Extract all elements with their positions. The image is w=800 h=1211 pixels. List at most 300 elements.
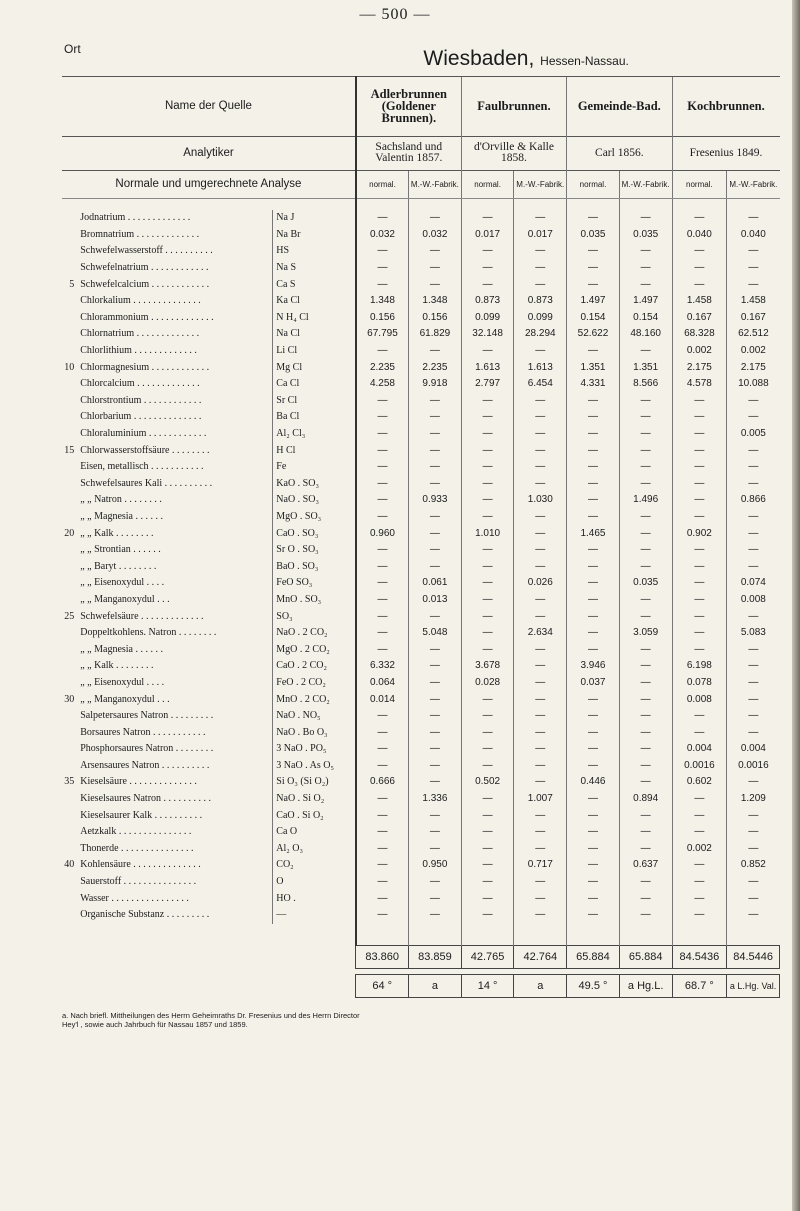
value-cell: — — [409, 409, 462, 426]
value-cell: — — [461, 276, 514, 293]
substance-name: Sauerstoff . . . . . . . . . . . . . . . — [80, 876, 197, 888]
table-row — [62, 509, 780, 526]
substance-name: Chlormagnesium . . . . . . . . . . . . — [80, 361, 210, 373]
value-cell: 0.026 — [514, 575, 567, 592]
value-cell: — — [727, 890, 780, 907]
chemical-formula: MgO . SO₃ — [273, 509, 356, 526]
value-cell: 0.008 — [672, 691, 727, 708]
value-cell: — — [356, 641, 409, 658]
value-cell: — — [672, 243, 727, 260]
value-cell: — — [514, 525, 567, 542]
substance-name: „ „ Baryt . . . . . . . . — [80, 560, 157, 572]
row-number — [62, 260, 80, 277]
value-cell: 0.078 — [672, 675, 727, 692]
value-cell: 0.017 — [514, 227, 567, 244]
value-cell: — — [514, 426, 567, 443]
value-cell: — — [619, 675, 672, 692]
chemical-formula: Mg Cl — [273, 359, 356, 376]
value-cell: — — [409, 758, 462, 775]
table-row — [62, 525, 780, 542]
substance-name: Phosphorsaures Natron . . . . . . . . — [80, 743, 214, 755]
value-cell: 0.933 — [409, 492, 462, 509]
total-value: 83.860 — [356, 946, 409, 969]
chemical-formula: SO₃ — [273, 608, 356, 625]
value-cell: — — [619, 343, 672, 360]
value-cell: 0.099 — [514, 310, 567, 327]
value-cell: — — [672, 476, 727, 493]
value-cell: — — [514, 459, 567, 476]
col-mw-fabrik: M.-W.-Fabrik. — [514, 170, 567, 198]
value-cell: — — [356, 824, 409, 841]
value-cell: 0.014 — [356, 691, 409, 708]
value-cell: — — [356, 276, 409, 293]
value-cell: 0.074 — [727, 575, 780, 592]
value-cell: — — [567, 509, 620, 526]
value-cell: 1.351 — [619, 359, 672, 376]
value-cell: — — [356, 575, 409, 592]
col-mw-fabrik: M.-W.-Fabrik. — [727, 170, 780, 198]
value-cell: — — [727, 459, 780, 476]
substance-name: Bromnatrium . . . . . . . . . . . . . — [80, 228, 200, 240]
value-cell: — — [461, 260, 514, 277]
value-cell: — — [461, 708, 514, 725]
value-cell: — — [619, 774, 672, 791]
substance-name: „ „ Manganoxydul . . . — [80, 593, 170, 605]
value-cell: 0.167 — [672, 310, 727, 327]
row-number — [62, 558, 80, 575]
value-cell: — — [727, 658, 780, 675]
value-cell: — — [514, 890, 567, 907]
value-cell: — — [619, 210, 672, 227]
row-number — [62, 658, 80, 675]
value-cell: — — [727, 807, 780, 824]
chemical-formula: Al₂ O₃ — [273, 841, 356, 858]
substance-name: Thonerde . . . . . . . . . . . . . . . — [80, 842, 194, 854]
value-cell: 0.037 — [567, 675, 620, 692]
chemical-formula: CaO . SO₃ — [273, 525, 356, 542]
value-cell: — — [514, 658, 567, 675]
value-cell: — — [514, 724, 567, 741]
row-number: 40 — [64, 859, 75, 871]
substance-name: Kieselsäure . . . . . . . . . . . . . . — [80, 776, 197, 788]
substance-name: „ „ Kalk . . . . . . . . — [80, 527, 154, 539]
row-number — [62, 675, 80, 692]
value-cell: — — [727, 525, 780, 542]
chemical-formula: Na J — [273, 210, 356, 227]
value-cell: — — [409, 608, 462, 625]
value-cell: — — [409, 874, 462, 891]
value-cell: 3.678 — [461, 658, 514, 675]
total-value: 83.859 — [409, 946, 462, 969]
value-cell: — — [672, 210, 727, 227]
value-cell: — — [672, 575, 727, 592]
temperature-value: 64 ° — [356, 975, 409, 998]
row-number — [62, 393, 80, 410]
value-cell: — — [461, 807, 514, 824]
source-name-gemeinde-bad: Gemeinde-Bad. — [567, 76, 672, 136]
value-cell: — — [356, 542, 409, 559]
substance-name: Chlorwasserstoffsäure . . . . . . . . — [80, 444, 210, 456]
value-cell: — — [567, 741, 620, 758]
value-cell: 1.007 — [514, 791, 567, 808]
table-row — [62, 625, 780, 642]
row-number: 15 — [64, 444, 75, 456]
value-cell: — — [409, 708, 462, 725]
temperature-note: a Hg.L. — [619, 975, 672, 998]
value-cell: — — [514, 442, 567, 459]
value-cell: 0.099 — [461, 310, 514, 327]
value-cell: 5.083 — [727, 625, 780, 642]
row-number — [62, 542, 80, 559]
value-cell: 2.235 — [356, 359, 409, 376]
value-cell: 1.458 — [672, 293, 727, 310]
value-cell: — — [514, 409, 567, 426]
total-value: 84.5436 — [672, 946, 727, 969]
chemical-formula: NaO . 2 CO₂ — [273, 625, 356, 642]
chemical-formula: Si O₃ (Si O₂) — [273, 774, 356, 791]
value-cell: — — [409, 641, 462, 658]
chemical-formula: FeO SO₃ — [273, 575, 356, 592]
row-number — [62, 409, 80, 426]
value-cell: — — [727, 276, 780, 293]
value-cell: — — [356, 608, 409, 625]
chemical-formula: O — [273, 874, 356, 891]
substance-name: Organische Substanz . . . . . . . . . — [80, 909, 210, 921]
table-row — [62, 791, 780, 808]
chemical-formula: Ca O — [273, 824, 356, 841]
value-cell: — — [409, 542, 462, 559]
value-cell: 0.035 — [619, 575, 672, 592]
value-cell: — — [356, 890, 409, 907]
chemical-formula: Ka Cl — [273, 293, 356, 310]
row-number — [62, 293, 80, 310]
table-row — [62, 857, 780, 874]
value-cell: — — [409, 558, 462, 575]
substance-name: Kohlensäure . . . . . . . . . . . . . . — [80, 859, 201, 871]
value-cell: — — [409, 509, 462, 526]
value-cell: — — [356, 841, 409, 858]
value-cell: — — [514, 741, 567, 758]
value-cell: — — [727, 874, 780, 891]
value-cell: — — [461, 459, 514, 476]
value-cell: — — [514, 758, 567, 775]
value-cell: 1.348 — [356, 293, 409, 310]
value-cell: — — [356, 791, 409, 808]
value-cell: 3.946 — [567, 658, 620, 675]
value-cell: — — [619, 741, 672, 758]
value-cell: 1.496 — [619, 492, 672, 509]
value-cell: — — [356, 426, 409, 443]
value-cell: — — [356, 509, 409, 526]
value-cell: — — [461, 592, 514, 609]
value-cell: — — [409, 525, 462, 542]
value-cell: — — [461, 741, 514, 758]
value-cell: — — [567, 874, 620, 891]
footnote: a. Nach briefl. Mittheilungen des Herrn Geheimraths Dr. Fresenius und des Herrn Director Hey'l , sowie auch Jahrbuch für Nassau 1857 und 1859. — [62, 1011, 360, 1029]
value-cell: — — [514, 874, 567, 891]
value-cell: 0.873 — [461, 293, 514, 310]
value-cell: — — [567, 841, 620, 858]
chemical-formula: CaO . 2 CO₂ — [273, 658, 356, 675]
value-cell: — — [619, 409, 672, 426]
value-cell: 2.175 — [672, 359, 727, 376]
value-cell: 0.666 — [356, 774, 409, 791]
col-mw-fabrik: M.-W.-Fabrik. — [409, 170, 462, 198]
value-cell: — — [619, 758, 672, 775]
value-cell: 61.829 — [409, 326, 462, 343]
row-number: 35 — [64, 776, 75, 788]
value-cell: 9.918 — [409, 376, 462, 393]
value-cell: — — [461, 542, 514, 559]
row-number — [62, 575, 80, 592]
col-normal: normal. — [356, 170, 409, 198]
total-value: 65.884 — [567, 946, 620, 969]
value-cell: — — [356, 724, 409, 741]
row-number — [62, 592, 80, 609]
ort-label: Ort — [64, 42, 81, 56]
value-cell: — — [356, 741, 409, 758]
value-cell: 0.035 — [619, 227, 672, 244]
substance-name: Schwefelwasserstoff . . . . . . . . . . — [80, 245, 213, 257]
value-cell: — — [619, 874, 672, 891]
value-cell: — — [619, 658, 672, 675]
value-cell: — — [514, 343, 567, 360]
value-cell: — — [409, 243, 462, 260]
value-cell: — — [356, 409, 409, 426]
substance-name: Doppeltkohlens. Natron . . . . . . . . — [80, 627, 217, 639]
table-row — [62, 260, 780, 277]
value-cell: 0.156 — [409, 310, 462, 327]
value-cell: — — [514, 542, 567, 559]
substance-name: Eisen, metallisch . . . . . . . . . . . — [80, 461, 204, 473]
value-cell: — — [567, 442, 620, 459]
value-cell: — — [461, 724, 514, 741]
value-cell: — — [461, 558, 514, 575]
total-value: 65.884 — [619, 946, 672, 969]
chemical-formula: N H₄ Cl — [273, 310, 356, 327]
row-number — [62, 227, 80, 244]
value-cell: — — [461, 824, 514, 841]
chemical-formula: NaO . Si O₂ — [273, 791, 356, 808]
value-cell: — — [409, 210, 462, 227]
value-cell: — — [619, 608, 672, 625]
value-cell: — — [514, 907, 567, 924]
substance-name: Borsaures Natron . . . . . . . . . . . — [80, 726, 206, 738]
row-number — [62, 791, 80, 808]
value-cell: — — [619, 442, 672, 459]
row-number — [62, 724, 80, 741]
value-cell: — — [619, 476, 672, 493]
chemical-formula: MnO . SO₃ — [273, 592, 356, 609]
value-cell: 0.502 — [461, 774, 514, 791]
value-cell: — — [514, 592, 567, 609]
row-number — [62, 641, 80, 658]
value-cell: — — [409, 824, 462, 841]
value-cell: — — [567, 807, 620, 824]
value-cell: — — [567, 575, 620, 592]
row-number — [62, 758, 80, 775]
value-cell: — — [356, 592, 409, 609]
value-cell: — — [727, 907, 780, 924]
value-cell: 2.797 — [461, 376, 514, 393]
chemical-formula: HO . — [273, 890, 356, 907]
value-cell: — — [619, 890, 672, 907]
value-cell: — — [672, 807, 727, 824]
analyst-faulbrunnen: d'Orville & Kalle 1858. — [461, 136, 566, 170]
value-cell: — — [514, 608, 567, 625]
value-cell: 1.348 — [409, 293, 462, 310]
value-cell: — — [619, 724, 672, 741]
row-number — [62, 907, 80, 924]
value-cell: 0.032 — [409, 227, 462, 244]
analyst-adlerbrunnen: Sachsland und Valentin 1857. — [356, 136, 461, 170]
value-cell: 62.512 — [727, 326, 780, 343]
value-cell: — — [356, 210, 409, 227]
value-cell: — — [567, 608, 620, 625]
value-cell: — — [619, 276, 672, 293]
row-number: 10 — [64, 361, 75, 373]
table-row — [62, 343, 780, 360]
value-cell: — — [672, 459, 727, 476]
value-cell: — — [619, 691, 672, 708]
value-cell: — — [672, 492, 727, 509]
chemical-formula: MnO . 2 CO₂ — [273, 691, 356, 708]
chemical-formula: Na S — [273, 260, 356, 277]
value-cell: 8.566 — [619, 376, 672, 393]
chemical-formula: 3 NaO . PO₅ — [273, 741, 356, 758]
value-cell: 0.004 — [672, 741, 727, 758]
value-cell: 0.013 — [409, 592, 462, 609]
value-cell: 1.497 — [619, 293, 672, 310]
value-cell: — — [461, 791, 514, 808]
value-cell: — — [727, 824, 780, 841]
value-cell: — — [672, 509, 727, 526]
value-cell: — — [409, 442, 462, 459]
value-cell: — — [461, 874, 514, 891]
value-cell: — — [619, 841, 672, 858]
chemical-formula: Ba Cl — [273, 409, 356, 426]
value-cell: 10.088 — [727, 376, 780, 393]
table-row — [62, 276, 780, 293]
value-cell: 52.622 — [567, 326, 620, 343]
value-cell: — — [619, 708, 672, 725]
value-cell: — — [514, 691, 567, 708]
value-cell: — — [619, 509, 672, 526]
table-row — [62, 641, 780, 658]
value-cell: 1.497 — [567, 293, 620, 310]
value-cell: — — [727, 243, 780, 260]
value-cell: 0.004 — [727, 741, 780, 758]
value-cell: — — [567, 758, 620, 775]
analyst-gemeinde-bad: Carl 1856. — [567, 136, 672, 170]
substance-name: Aetzkalk . . . . . . . . . . . . . . . — [80, 826, 192, 838]
value-cell: — — [356, 907, 409, 924]
table-row — [62, 376, 780, 393]
table-row — [62, 227, 780, 244]
substance-name: Kieselsaures Natron . . . . . . . . . . — [80, 793, 212, 805]
row-number — [62, 509, 80, 526]
chemical-formula: MgO . 2 CO₂ — [273, 641, 356, 658]
value-cell: — — [409, 907, 462, 924]
value-cell: — — [672, 857, 727, 874]
value-cell: 2.634 — [514, 625, 567, 642]
table-row — [62, 310, 780, 327]
value-cell: 0.154 — [619, 310, 672, 327]
value-cell: — — [461, 442, 514, 459]
value-cell: 0.873 — [514, 293, 567, 310]
substance-name: „ „ Eisenoxydul . . . . — [80, 676, 165, 688]
value-cell: 0.005 — [727, 426, 780, 443]
value-cell: 0.894 — [619, 791, 672, 808]
substance-name: Schwefelnatrium . . . . . . . . . . . . — [80, 262, 209, 274]
value-cell: — — [461, 691, 514, 708]
table-row — [62, 558, 780, 575]
table-row — [62, 774, 780, 791]
chemical-formula: Na Cl — [273, 326, 356, 343]
value-cell: 0.032 — [356, 227, 409, 244]
table-row — [62, 542, 780, 559]
substance-name: „ „ Strontian . . . . . . — [80, 544, 161, 556]
value-cell: 0.035 — [567, 227, 620, 244]
value-cell: — — [619, 641, 672, 658]
value-cell: 0.602 — [672, 774, 727, 791]
chemical-formula: NaO . NO₅ — [273, 708, 356, 725]
value-cell: — — [356, 393, 409, 410]
row-number — [62, 890, 80, 907]
row-number — [62, 708, 80, 725]
value-cell: 1.613 — [461, 359, 514, 376]
value-cell: — — [727, 558, 780, 575]
value-cell: — — [727, 476, 780, 493]
value-cell: — — [567, 724, 620, 741]
value-cell: — — [672, 409, 727, 426]
value-cell: — — [567, 426, 620, 443]
value-cell: 28.294 — [514, 326, 567, 343]
table-row — [62, 691, 780, 708]
value-cell: — — [727, 608, 780, 625]
value-cell: 1.351 — [567, 359, 620, 376]
value-cell: — — [567, 857, 620, 874]
row-number: 5 — [69, 278, 75, 290]
value-cell: — — [727, 774, 780, 791]
value-cell: — — [461, 625, 514, 642]
value-cell: 0.040 — [672, 227, 727, 244]
row-number — [62, 376, 80, 393]
substance-name: Chlorbarium . . . . . . . . . . . . . . — [80, 411, 202, 423]
value-cell: — — [727, 260, 780, 277]
value-cell: — — [672, 260, 727, 277]
substance-name: Chlorstrontium . . . . . . . . . . . . — [80, 394, 202, 406]
value-cell: — — [567, 641, 620, 658]
substance-name: Arsensaures Natron . . . . . . . . . . — [80, 759, 210, 771]
value-cell: — — [461, 509, 514, 526]
table-row — [62, 658, 780, 675]
value-cell: — — [356, 807, 409, 824]
value-cell: — — [672, 592, 727, 609]
value-cell: — — [567, 243, 620, 260]
value-cell: — — [356, 492, 409, 509]
value-cell: — — [672, 724, 727, 741]
value-cell: — — [727, 210, 780, 227]
value-cell: — — [356, 558, 409, 575]
substance-name: „ „ Magnesia . . . . . . — [80, 510, 163, 522]
total-value: 84.5446 — [727, 946, 780, 969]
substance-name: Schwefelsäure . . . . . . . . . . . . . — [80, 610, 204, 622]
value-cell: — — [514, 774, 567, 791]
total-value: 42.765 — [461, 946, 514, 969]
temperature-value: 68.7 ° — [672, 975, 727, 998]
value-cell: — — [619, 542, 672, 559]
